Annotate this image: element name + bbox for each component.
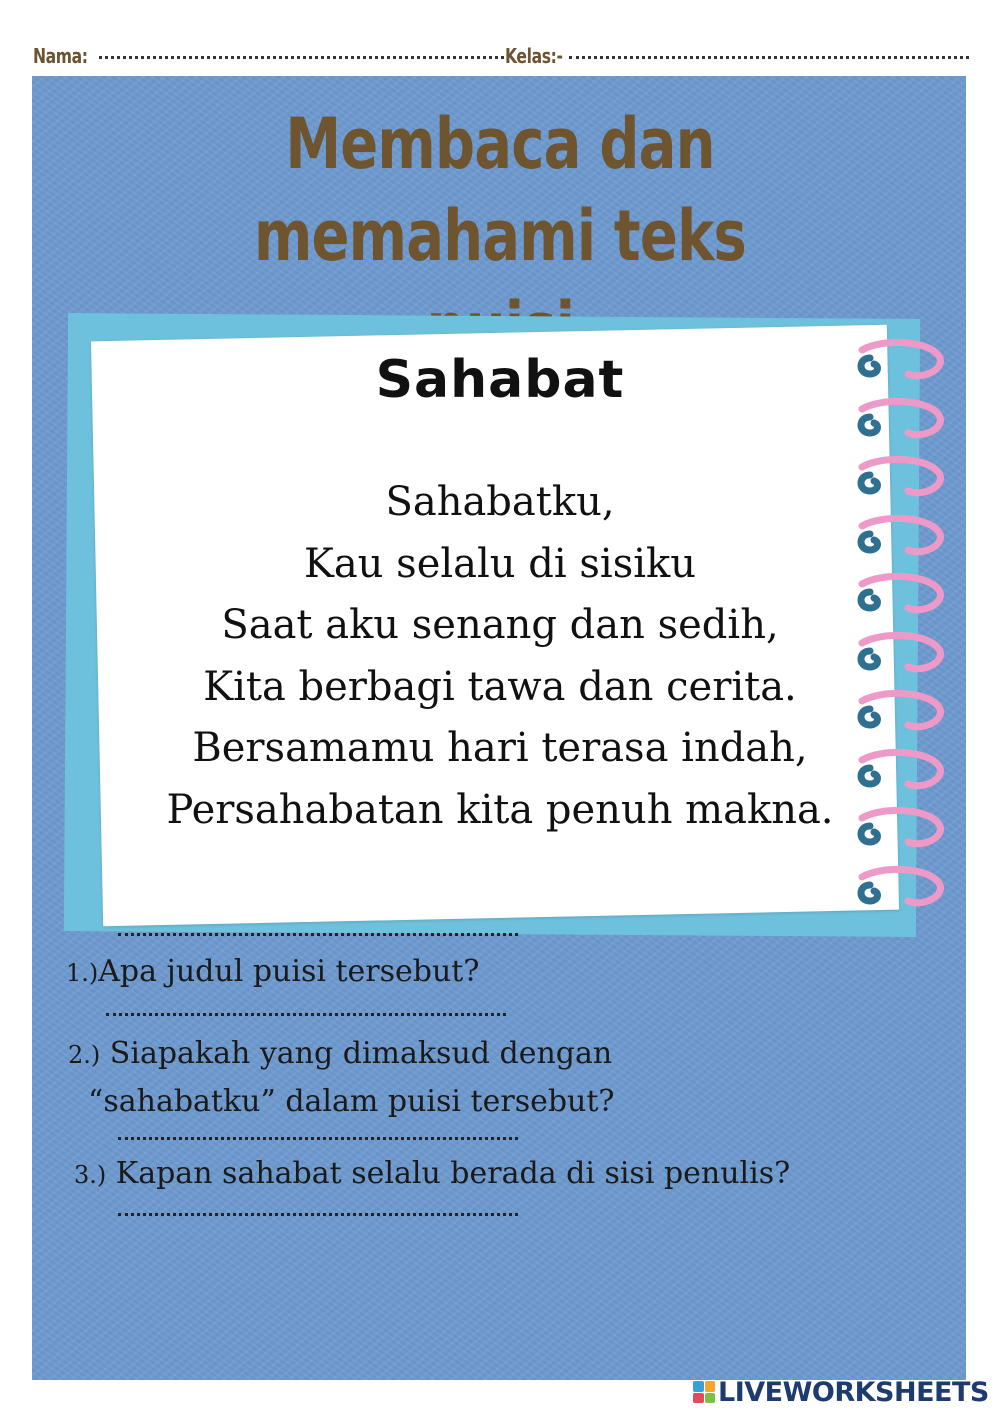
question-1 (66, 954, 479, 990)
spiral-ring (852, 740, 952, 798)
question-number: 2.) (68, 1041, 101, 1069)
question-text: “sahabatku” dalam puisi tersebut? (88, 1084, 615, 1119)
name-class-header (33, 42, 968, 72)
brand-name: LIVEWORKSHEETS (718, 1376, 989, 1408)
poem-title: Sahabat (375, 350, 625, 410)
spiral-ring (852, 447, 952, 505)
liveworksheets-logo[interactable] (693, 1377, 989, 1407)
nama-answer-line[interactable] (99, 56, 504, 59)
spiral-ring (852, 389, 952, 447)
question-text: Apa judul puisi tersebut? (98, 954, 480, 989)
spiral-ring (852, 681, 952, 739)
liveworksheets-icon (693, 1381, 715, 1403)
question-2 (68, 1036, 612, 1072)
answer-line-2[interactable] (118, 1137, 518, 1140)
answer-line[interactable] (118, 933, 518, 936)
poem-line: Bersamamu hari terasa indah, (192, 725, 808, 771)
spiral-ring (852, 857, 952, 915)
question-number: 1.) (66, 959, 99, 987)
poem-line: Persahabatan kita penuh makna. (166, 786, 834, 833)
spiral-ring (852, 506, 952, 564)
answer-line-3[interactable] (118, 1213, 518, 1216)
nama-label: Nama: (33, 44, 88, 68)
question-text: Siapakah yang dimaksud dengan (100, 1036, 613, 1071)
answer-line-1[interactable] (106, 1013, 506, 1016)
spiral-ring (852, 798, 952, 856)
kelas-answer-line[interactable] (569, 56, 969, 59)
question-3 (74, 1156, 790, 1192)
title-line-1: Membaca dan memahami teks (253, 103, 747, 277)
spiral-ring (852, 564, 952, 622)
poem-body (100, 472, 900, 841)
spiral-binding (852, 330, 962, 900)
question-2-continued (88, 1084, 615, 1120)
kelas-label: Kelas:- (505, 44, 563, 68)
spiral-ring (852, 623, 952, 681)
poem-line: Saat aku senang dan sedih, (221, 602, 779, 648)
poem-line: Sahabatku, (385, 479, 615, 525)
poem-line: Kita berbagi tawa dan cerita. (203, 663, 797, 710)
question-number: 3.) (74, 1161, 107, 1189)
poem-line: Kau selalu di sisiku (303, 540, 697, 587)
question-text: Kapan sahabat selalu berada di sisi penulis? (106, 1156, 791, 1191)
spiral-ring (852, 330, 952, 388)
